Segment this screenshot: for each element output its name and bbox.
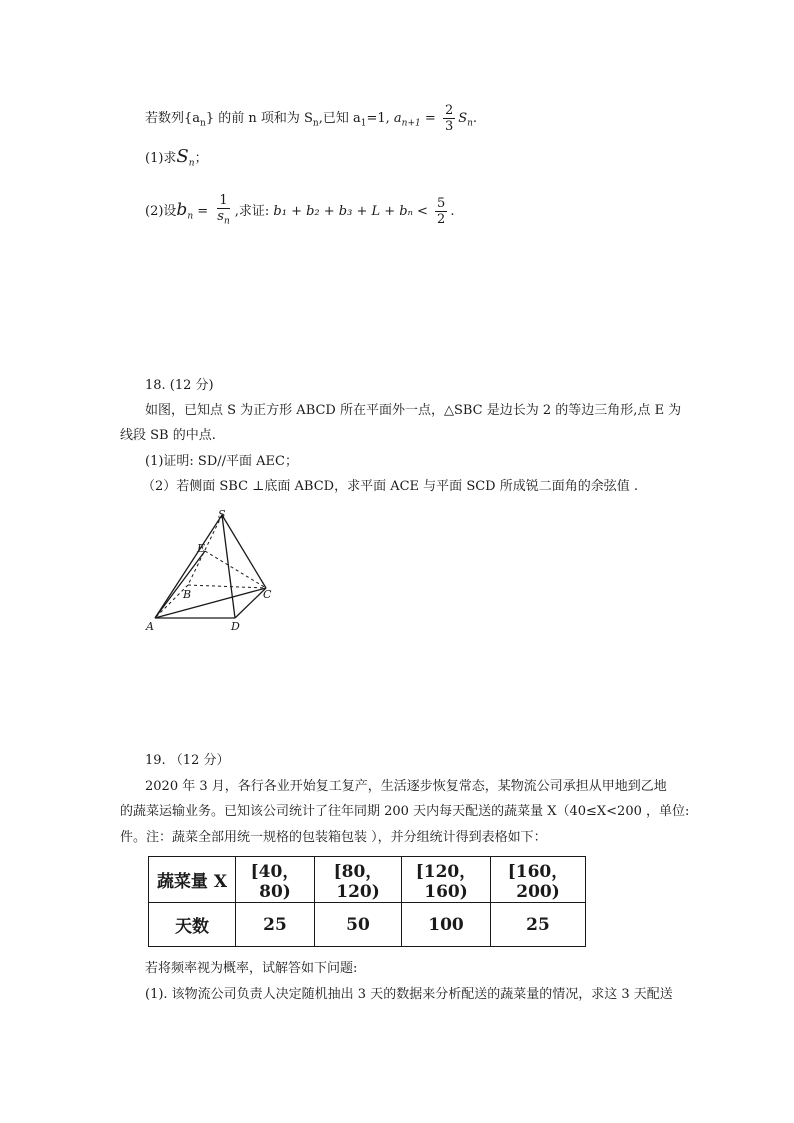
p18-q2: （2）若侧面 SBC ⊥底面 ABCD，求平面 ACE 与平面 SCD 所成锐二面角的余弦值 . xyxy=(142,479,638,494)
edge-BC xyxy=(188,585,266,588)
table-cell-interval: [40，80) xyxy=(236,857,315,903)
a-next: $a_{n+1}$ xyxy=(393,111,421,129)
table-cell-days: 25 xyxy=(236,903,315,947)
edge-EC xyxy=(205,551,266,588)
p19-line2: 的蔬菜运输业务。已知该公司统计了往年同期 200 天内每天配送的蔬菜量 X（40≤X<200 ，单位: xyxy=(120,804,690,819)
table-cell-days: 50 xyxy=(315,903,402,947)
table-header-days: 天数 xyxy=(149,903,236,947)
label-D: D xyxy=(231,620,240,633)
table-cell-interval: [80，120) xyxy=(315,857,402,903)
table-row-days xyxy=(149,903,586,947)
table-cell-days: 100 xyxy=(402,903,491,947)
p17-q2: (2)设$b_n$ = $\frac{1}{s_n}$ ,求证: b₁ + b₂ + b₃ + L + bₙ < $\frac{5}{2}$ . xyxy=(145,193,454,230)
p19-line3: 件。注：蔬菜全部用统一规格的包装箱包装 ），并分组统计得到表格如下： xyxy=(120,830,547,845)
p19-after-table: 若将频率视为概率，试解答如下问题: xyxy=(145,961,358,976)
edge-EA xyxy=(155,551,205,618)
p18-line2: 线段 SB 的中点. xyxy=(120,428,216,443)
p18-header: 18. (12 分) xyxy=(145,378,214,393)
p19-header: 19. （12 分） xyxy=(145,753,230,768)
table-cell-interval: [160，200) xyxy=(491,857,586,903)
p17-intro: 若数列$\{a_n\}$ 的前 n 项和为 $S_n$,已知 $a_1=1$, $a_{n+1}$ = $\frac{2}{3}$ $S_n$. xyxy=(145,103,478,134)
table-cell-days: 25 xyxy=(491,903,586,947)
fraction-one-over-sn: $\frac{1}{s_n}$ xyxy=(217,193,230,227)
label-S: S xyxy=(218,508,226,521)
pyramid-figure xyxy=(140,505,290,635)
p19-q1: (1). 该物流公司负责人决定随机抽出 3 天的数据来分析配送的蔬菜量的情况，求这 3 天配送 xyxy=(145,987,673,1002)
edge-SD xyxy=(222,515,235,618)
table-header-quantity: 蔬菜量 X xyxy=(149,857,236,903)
p18-q1: (1)证明: SD//平面 AEC； xyxy=(145,454,298,469)
label-A: A xyxy=(146,620,154,633)
table-row-quantity xyxy=(149,857,586,903)
p18-line1: 如图，已知点 S 为正方形 ABCD 所在平面外一点，△SBC 是边长为 2 的等边三角形,点 E 为 xyxy=(145,403,682,418)
label-E: E xyxy=(197,542,206,555)
label-B: B xyxy=(183,588,192,601)
p17-q1: (1)求$S_n$； xyxy=(145,146,208,169)
vegetable-table xyxy=(148,856,586,947)
fraction-two-thirds: $\frac{2}{3}$ xyxy=(444,103,454,134)
label-C: C xyxy=(263,588,272,601)
edge-SC xyxy=(222,515,266,588)
table-cell-interval: [120，160) xyxy=(402,857,491,903)
p19-line1: 2020 年 3 月，各行各业开始复工复产，生活逐步恢复常态，某物流公司承担从甲地到乙地 xyxy=(145,779,667,794)
fraction-five-halves: $\frac{5}{2}$ xyxy=(437,195,446,227)
